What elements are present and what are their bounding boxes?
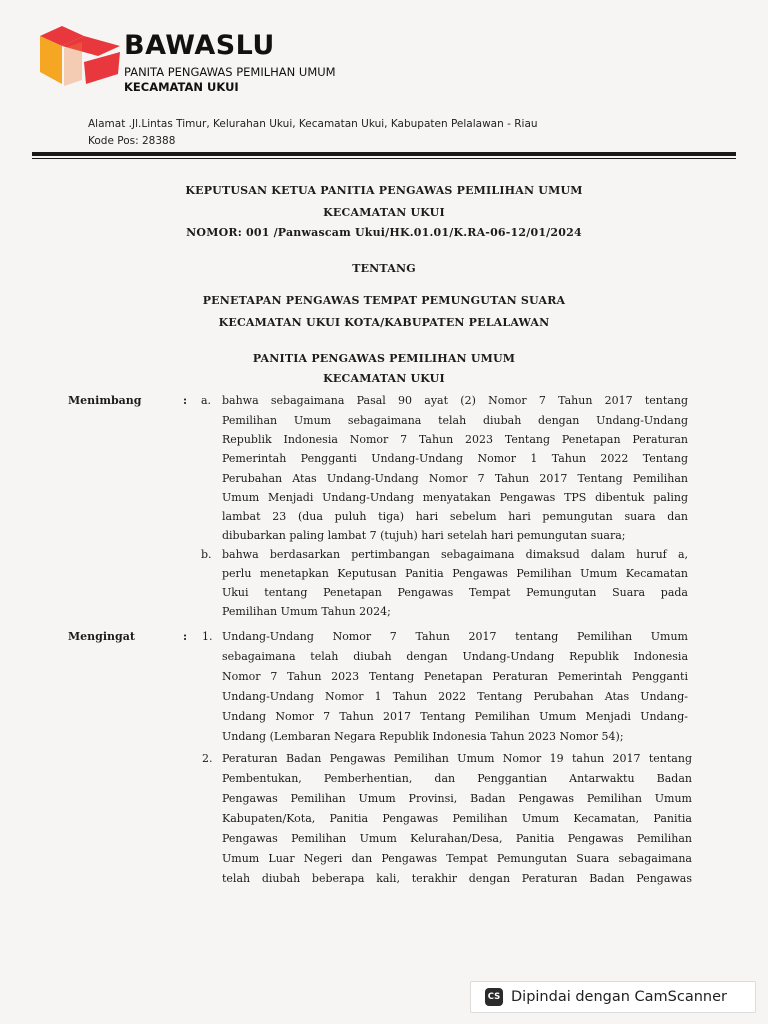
org-name: BAWASLU	[124, 30, 275, 61]
camscanner-label: Dipindai dengan CamScanner	[511, 989, 728, 1005]
issuer-heading-district: KECAMATAN UKUI	[323, 372, 445, 385]
paragraph-line: Undang (Lembaran Negara Republik Indonesia Tahun 2023 Nomor 54);	[222, 730, 624, 743]
paragraph-line: Umum Luar Negeri dan Pengawas Tempat Pemungutan Suara sebagaimana	[222, 852, 692, 865]
mengingat-colon: :	[183, 630, 188, 643]
org-subtitle-district: KECAMATAN UKUI	[124, 80, 239, 94]
decree-subject-location: KECAMATAN UKUI KOTA/KABUPATEN PELALAWAN	[218, 316, 550, 329]
paragraph-line: Pengawas Pemilihan Umum Provinsi, Badan Pengawas Pemilihan Umum	[222, 792, 692, 805]
menimbang-label: Menimbang	[68, 394, 142, 407]
paragraph-line: dibubarkan paling lambat 7 (tujuh) hari setelah hari pemungutan suara;	[222, 529, 626, 542]
paragraph-line: Peraturan Badan Pengawas Pemilihan Umum Nomor 19 tahun 2017 tentang	[222, 752, 692, 765]
item-marker: 2.	[202, 752, 213, 765]
paragraph-line: Republik Indonesia Nomor 7 Tahun 2023 Tentang Penetapan Peraturan	[222, 433, 688, 446]
paragraph-line: Undang-Undang Nomor 7 Tahun 2017 tentang Pemilihan Umum	[222, 630, 688, 643]
paragraph-line: lambat 23 (dua puluh tiga) hari sebelum hari pemungutan suara dan	[222, 510, 688, 523]
issuer-heading: PANITIA PENGAWAS PEMILIHAN UMUM	[252, 352, 516, 365]
bawaslu-logo	[34, 22, 124, 92]
paragraph-line: perlu menetapkan Keputusan Panitia Pengawas Pemilihan Umum Kecamatan	[222, 567, 688, 580]
paragraph-line: Pemerintah Pengganti Undang-Undang Nomor 1 Tahun 2022 Tentang	[222, 452, 688, 465]
item-marker: 1.	[202, 630, 213, 643]
paragraph-line: Undang Nomor 7 Tahun 2017 Tentang Pemilihan Umum Menjadi Undang-	[222, 710, 688, 723]
decree-title-district: KECAMATAN UKUI	[323, 206, 445, 219]
item-marker: a.	[201, 394, 212, 407]
paragraph-line: Nomor 7 Tahun 2023 Tentang Penetapan Peraturan Pemerintah Pengganti	[222, 670, 688, 683]
decree-subject: PENETAPAN PENGAWAS TEMPAT PEMUNGUTAN SUARA	[202, 294, 566, 307]
paragraph-line: telah diubah beberapa kali, terakhir dengan Peraturan Badan Pengawas	[222, 872, 692, 885]
paragraph-line: Perubahan Atas Undang-Undang Nomor 7 Tahun 2017 Tentang Pemilihan	[222, 472, 688, 485]
paragraph-line: Umum Menjadi Undang-Undang menyatakan Pengawas TPS dibentuk paling	[222, 491, 688, 504]
paragraph-line: Ukui tentang Penetapan Pengawas Tempat Pemungutan Suara pada	[222, 586, 688, 599]
paragraph-line: Pembentukan, Pemberhentian, dan Penggantian Antarwaktu Badan	[222, 772, 692, 785]
paragraph-line: Pemilihan Umum Tahun 2024;	[222, 605, 391, 618]
decree-number: NOMOR: 001 /Panwascam Ukui/HK.01.01/K.RA-06-12/01/2024	[186, 226, 582, 239]
header-divider-thin	[32, 158, 736, 159]
item-marker: b.	[201, 548, 212, 561]
paragraph-line: Pemilihan Umum sebagaimana telah diubah dengan Undang-Undang	[222, 414, 688, 427]
paragraph-line: Pengawas Pemilihan Umum Kelurahan/Desa, Panitia Pengawas Pemilihan	[222, 832, 692, 845]
mengingat-label: Mengingat	[68, 630, 135, 643]
tentang-heading: TENTANG	[352, 262, 416, 275]
paragraph-line: bahwa sebagaimana Pasal 90 ayat (2) Nomor 7 Tahun 2017 tentang	[222, 394, 688, 407]
paragraph-line: Kabupaten/Kota, Panitia Pengawas Pemilihan Umum Kecamatan, Panitia	[222, 812, 692, 825]
header-divider-thick	[32, 152, 736, 156]
paragraph-line: sebagaimana telah diubah dengan Undang-Undang Republik Indonesia	[222, 650, 688, 663]
decree-title: KEPUTUSAN KETUA PANITIA PENGAWAS PEMILIHAN UMUM	[185, 184, 583, 197]
postal-code: Kode Pos: 28388	[88, 135, 176, 147]
camscanner-icon: CS	[485, 988, 503, 1006]
org-subtitle: PANITA PENGAWAS PEMILHAN UMUM	[124, 65, 336, 79]
paragraph-line: Undang-Undang Nomor 1 Tahun 2022 Tentang Perubahan Atas Undang-	[222, 690, 688, 703]
address-line: Alamat .Jl.Lintas Timur, Kelurahan Ukui, Kecamatan Ukui, Kabupaten Pelalawan - Riau	[88, 118, 538, 130]
paragraph-line: bahwa berdasarkan pertimbangan sebagaimana dimaksud dalam huruf a,	[222, 548, 688, 561]
camscanner-watermark	[470, 981, 756, 1013]
menimbang-colon: :	[183, 394, 188, 407]
